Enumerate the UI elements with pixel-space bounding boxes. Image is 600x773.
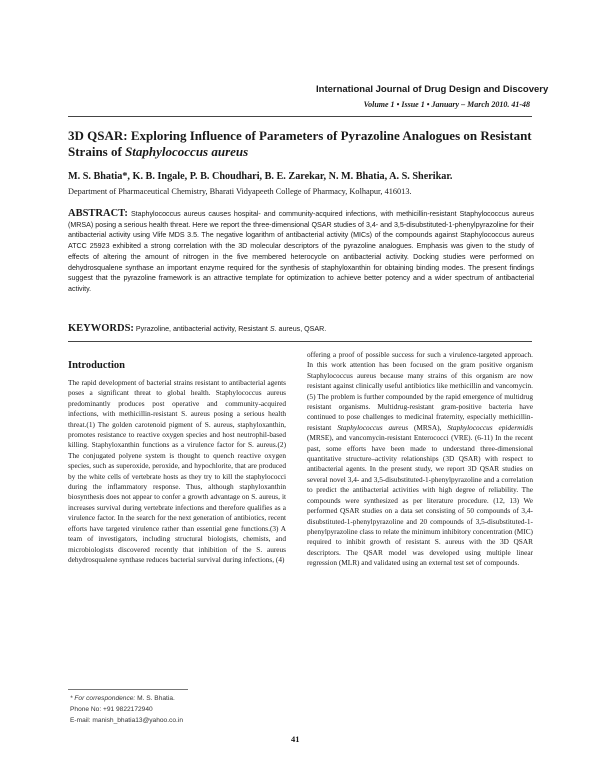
- correspondence-line: [70, 693, 183, 704]
- journal-issue-line: [364, 100, 530, 109]
- introduction-right-column: [307, 350, 533, 569]
- page-number: 41: [291, 734, 300, 744]
- keywords-divider: [68, 341, 532, 342]
- journal-title: International Journal of Drug Design and Discovery: [316, 84, 549, 95]
- right-text-c: (MRSE), and vancomycin-resistant Enterococci (VRE). (6-11) In the recent past, some efforts have been made to understand three-dimensional quantitative structure–activity relationships (3D QSAR) with respect to antibacterial agents. In the present study, we report 3D QSAR studies on several novel 3,4- and 3,5-disubstituted-1-phenylpyrazoline and a correlation to predict the antibacterial activities with high degree of reliability. The compounds were synthesized as per literature procedure. (12, 13) We performed QSAR studies on a data set consisting of 50 compounds of 3,4-disubstituted-1-phenylpyrazoline and 20 compounds of 3,5-disubstituted-1-phenylpyrazoline class to relate the minimum inhibitory concentration (MIC) required to inhibit growth of resistant S. aureus with the 3D QSAR descriptors. The QSAR model was developed using multiple linear regression (MLR) and validated using an external test set of compounds.: [307, 433, 533, 568]
- keywords-italic: S.: [269, 325, 277, 333]
- paper-title-organism: Staphylococcus aureus: [125, 143, 249, 159]
- bullet-separator: •: [396, 100, 400, 109]
- correspondence-name: M. S. Bhatia.: [135, 695, 175, 702]
- keywords-text-1: Pyrazoline, antibacterial activity, Resistant: [135, 325, 270, 333]
- paper-title: [68, 128, 538, 159]
- year-pages: 2010. 41-48: [491, 100, 530, 109]
- issue: Issue 1: [401, 100, 425, 109]
- introduction-left-column: The rapid development of bacterial strains resistant to antibacterial agents poses a significant threat to global health. Staphylococcus aureus predominantly produces post operative and community-acquired infections, with methicillin-resistant S. aureus posing a serious health threat.(1) The golden carotenoid pigment of S. aureus, staphyloxanthin, promotes resistance to reactive oxygen species and host neutrophil-based killing. Staphyloxanthin functions as a virulence factor for S. aureus.(2) The conjugated polyene system is thought to quench reactive oxygen species, such as superoxide, peroxide, and hypochlorite, that are produced by the white cells of vertebrate hosts as they try to kill the staphylococci during the inflammatory response. Thus, although staphyloxanthin biosynthesis does not appear to confer a growth advantage on S. aureus, it increases survival during vertebrate infections and therefore qualifies as a virulence factor. In the search for the next generation of antibiotics, recent efforts have targeted virulence rather than essential gene functions.(3) A team of investigators, including structural biologists, chemists, and microbiologists discovered recently that inhibition of the S. aureus dehydrosqualene synthase reduces bacterial survival during infections, (4): [68, 378, 286, 564]
- abstract: [68, 209, 534, 295]
- right-text-a: offering a proof of possible success for such a virulence-targeted approach. In this work attention has been focused on the gram positive organism Staphylococcus aureus because many strains of this organism are now resistant against clinically useful antibiotics like methicillin and vancomycin.(5) The problem is further compounded by the rapid emergence of multidrug resistant organisms. Multidrug-resistant gram-positive bacteria have continued to pose challenges to medicinal fraternity, especially methicillin-resistant: [307, 350, 533, 432]
- phone-line: Phone No: +91 9822172940: [70, 706, 153, 713]
- affiliation: Department of Pharmaceutical Chemistry, Bharati Vidyapeeth College of Pharmacy, Kolhapur, 416013.: [68, 187, 412, 196]
- volume: Volume 1: [363, 100, 395, 109]
- right-italic-1: Staphylococcus aureus: [337, 422, 409, 432]
- abstract-text: Staphylococcus aureus causes hospital- and community-acquired infections, with methicillin-resistant Staphylococcus aureus (MRSA) posing a serious health threat. Here we report the three-dimensional QSAR studies of 3,4- and 3,5-disubstituted-1-phenylpyrazoline for their antibacterial activity using Vlife MDS 3.5. The negative logarithm of antibacterial activity (MICs) of the compounds against Staphylococcus aureus ATCC 25923 exhibited a strong correlation with the 3D molecular descriptors of the pyrazoline analogues. Emphasis was given to the study of effects of altering the amount of nitrogen in the five membered heterocycle on antibacterial activity. Docking studies were performed on dehydrosqualene synthase an important enzyme required for the synthesis of staphyloxanthin for obtaining binding modes. The present findings suggest that the pyrazoline framework is an attractive template for optimization to achieve better potency and a wider spectrum of antibacterial activity.: [68, 210, 534, 293]
- abstract-heading: ABSTRACT:: [68, 208, 128, 219]
- footnote-divider: [68, 689, 188, 690]
- paper-title-main: 3D QSAR: Exploring Influence of Parameters of Pyrazoline Analogues on Resistant Strains of: [68, 128, 532, 159]
- keywords: [68, 323, 534, 334]
- keywords-text-2: aureus, QSAR.: [276, 325, 327, 333]
- keywords-heading: KEYWORDS:: [68, 323, 134, 334]
- right-text-b: (MRSA),: [408, 422, 448, 432]
- period: January – March: [431, 100, 490, 109]
- email-line: E-mail: manish_bhatia13@yahoo.co.in: [70, 717, 183, 724]
- authors: M. S. Bhatia*, K. B. Ingale, P. B. Choudhari, B. E. Zarekar, N. M. Bhatia, A. S. Sherikar.: [68, 171, 453, 182]
- footnotes: [70, 693, 183, 726]
- right-italic-2: Staphylococcus epidermidis: [447, 422, 533, 432]
- correspondence-label: * For correspondence:: [70, 695, 136, 702]
- introduction-heading: Introduction: [68, 360, 125, 371]
- bullet-separator: •: [426, 100, 430, 109]
- header-divider: [68, 116, 532, 117]
